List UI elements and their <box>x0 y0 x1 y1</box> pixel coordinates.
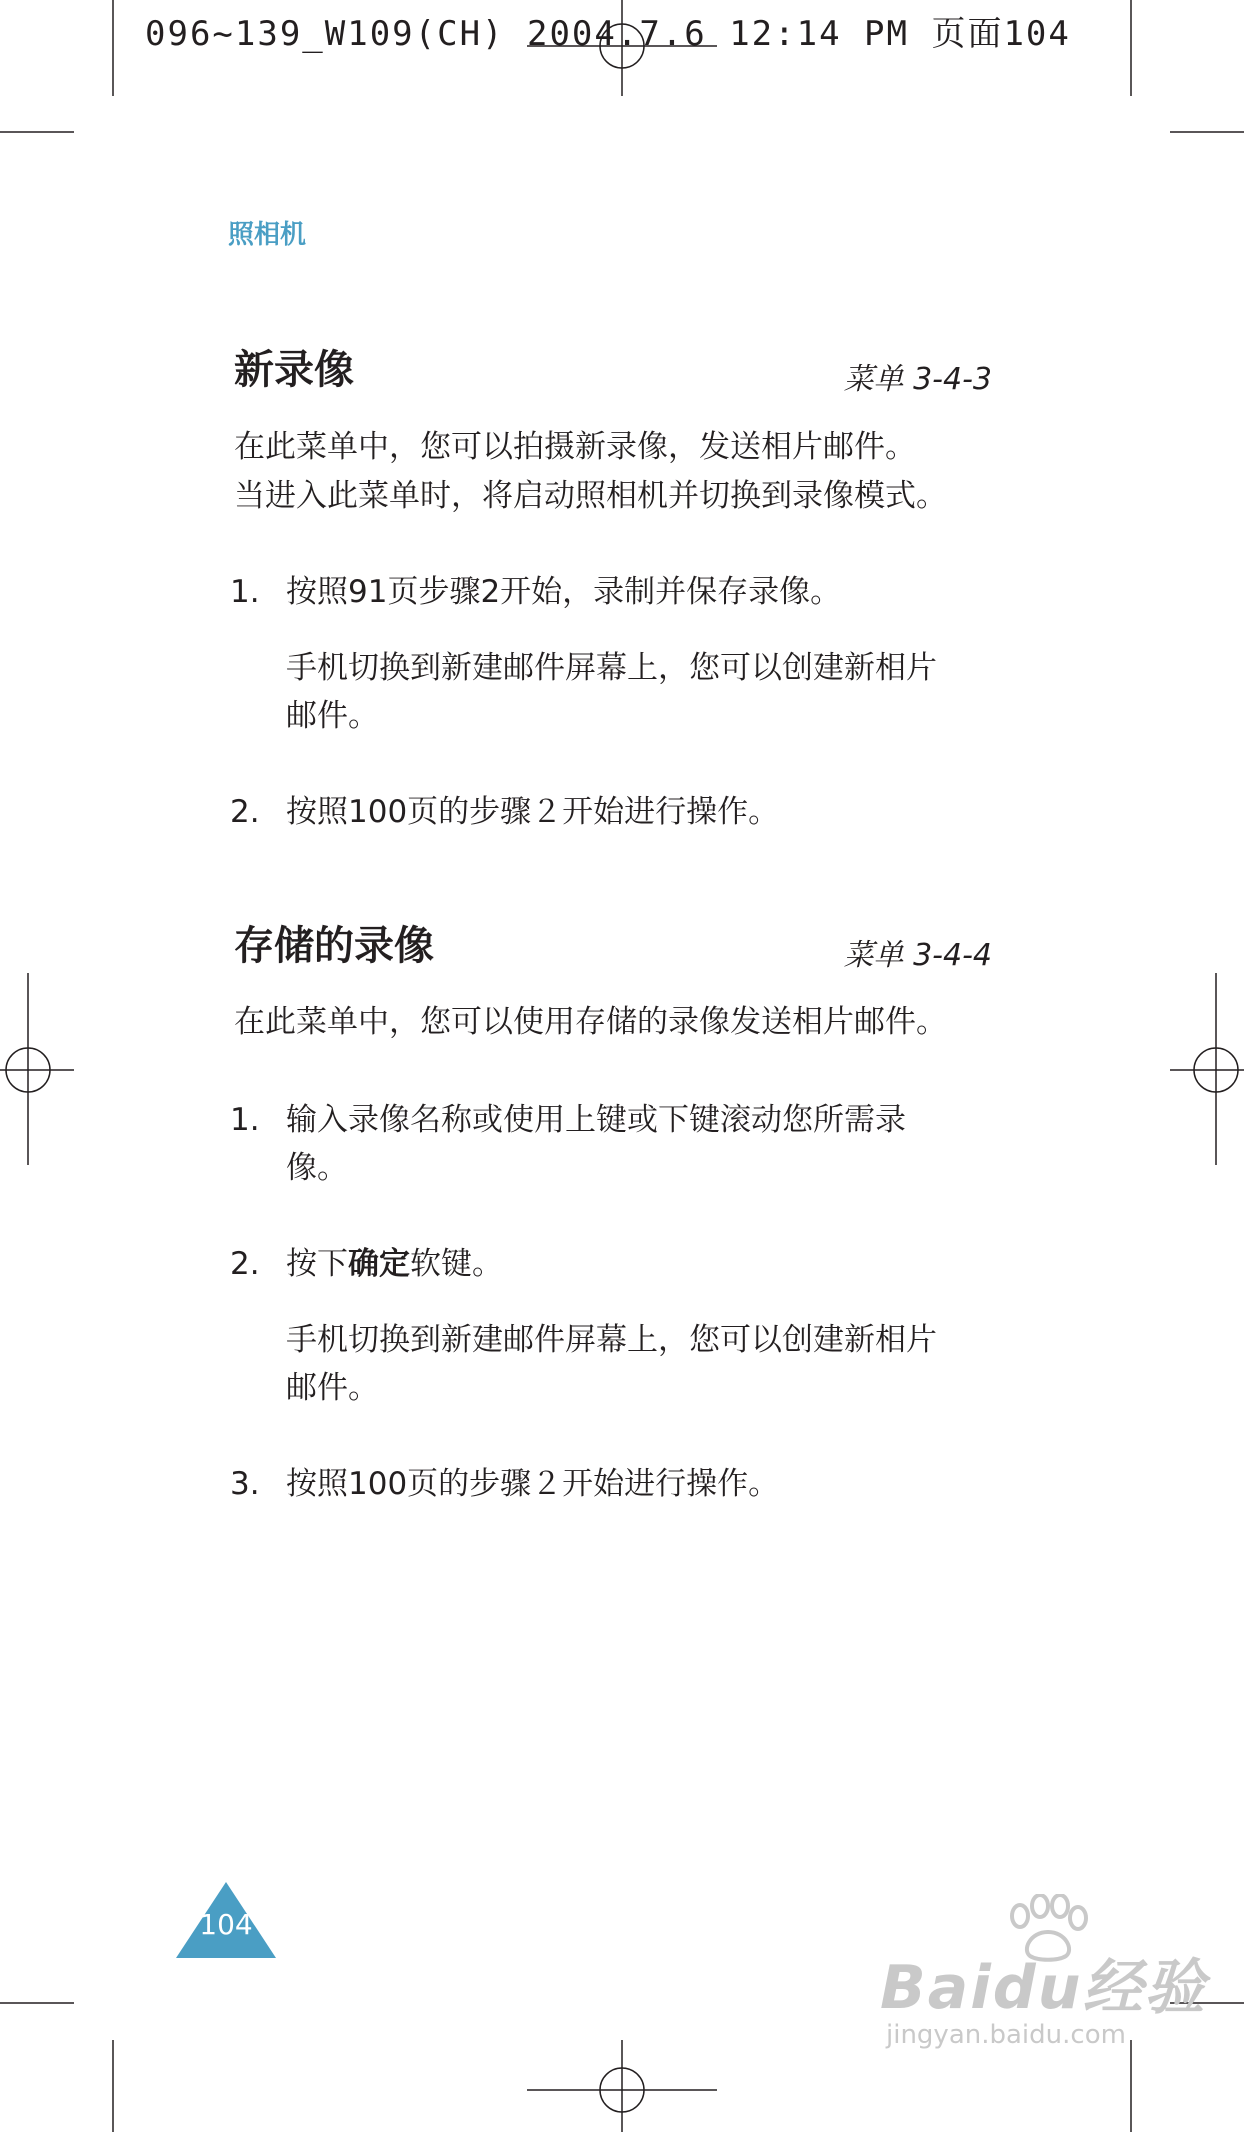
menu-ref-new-video: 菜单 3-4-3 <box>843 362 992 397</box>
baidu-watermark <box>880 1940 1206 2050</box>
paw-icon <box>1000 1894 1090 1964</box>
intro-line: 在此菜单中，您可以使用存储的录像发送相片邮件。 <box>234 1004 947 1040</box>
watermark-url: jingyan.baidu.com <box>886 2020 1126 2050</box>
step-text-pre: 按下 <box>286 1246 348 1282</box>
step-text: 输入录像名称或使用上键或下键滚动您所需录 <box>286 1102 906 1138</box>
heading-stored-video: 存储的录像 <box>234 923 434 969</box>
step-text: 像。 <box>286 1150 348 1186</box>
print-slug: 096~139_W109(CH) 2004.7.6 12:14 PM 页面104 <box>145 14 1071 54</box>
watermark-text: Baidu经验 <box>880 1953 1207 2023</box>
heading-new-video: 新录像 <box>234 347 354 393</box>
softkey-name: 确定 <box>348 1246 410 1282</box>
step-text <box>286 1240 1006 1289</box>
step-number: 2. <box>230 1246 260 1282</box>
menu-ref-stored-video: 菜单 3-4-4 <box>843 938 992 973</box>
step-number: 3. <box>230 1466 260 1502</box>
step-note: 手机切换到新建邮件屏幕上，您可以创建新相片 <box>286 1322 937 1358</box>
step-number: 2. <box>230 794 260 830</box>
step-note: 邮件。 <box>286 1370 379 1406</box>
step-text: 按照100页的步骤２开始进行操作。 <box>286 1466 780 1502</box>
page-number: 104 <box>199 1908 253 1941</box>
step-text: 按照91页步骤2开始，录制并保存录像。 <box>286 574 842 610</box>
intro-line: 在此菜单中，您可以拍摄新录像，发送相片邮件。 <box>234 429 916 465</box>
step-number: 1. <box>230 1102 260 1138</box>
step-note: 邮件。 <box>286 698 379 734</box>
step-number: 1. <box>230 574 260 610</box>
section-label: 照相机 <box>228 220 307 250</box>
step-text-post: 软键。 <box>410 1246 503 1282</box>
step-text: 按照100页的步骤２开始进行操作。 <box>286 794 780 830</box>
step-note: 手机切换到新建邮件屏幕上，您可以创建新相片 <box>286 650 937 686</box>
intro-line: 当进入此菜单时，将启动照相机并切换到录像模式。 <box>234 478 947 514</box>
